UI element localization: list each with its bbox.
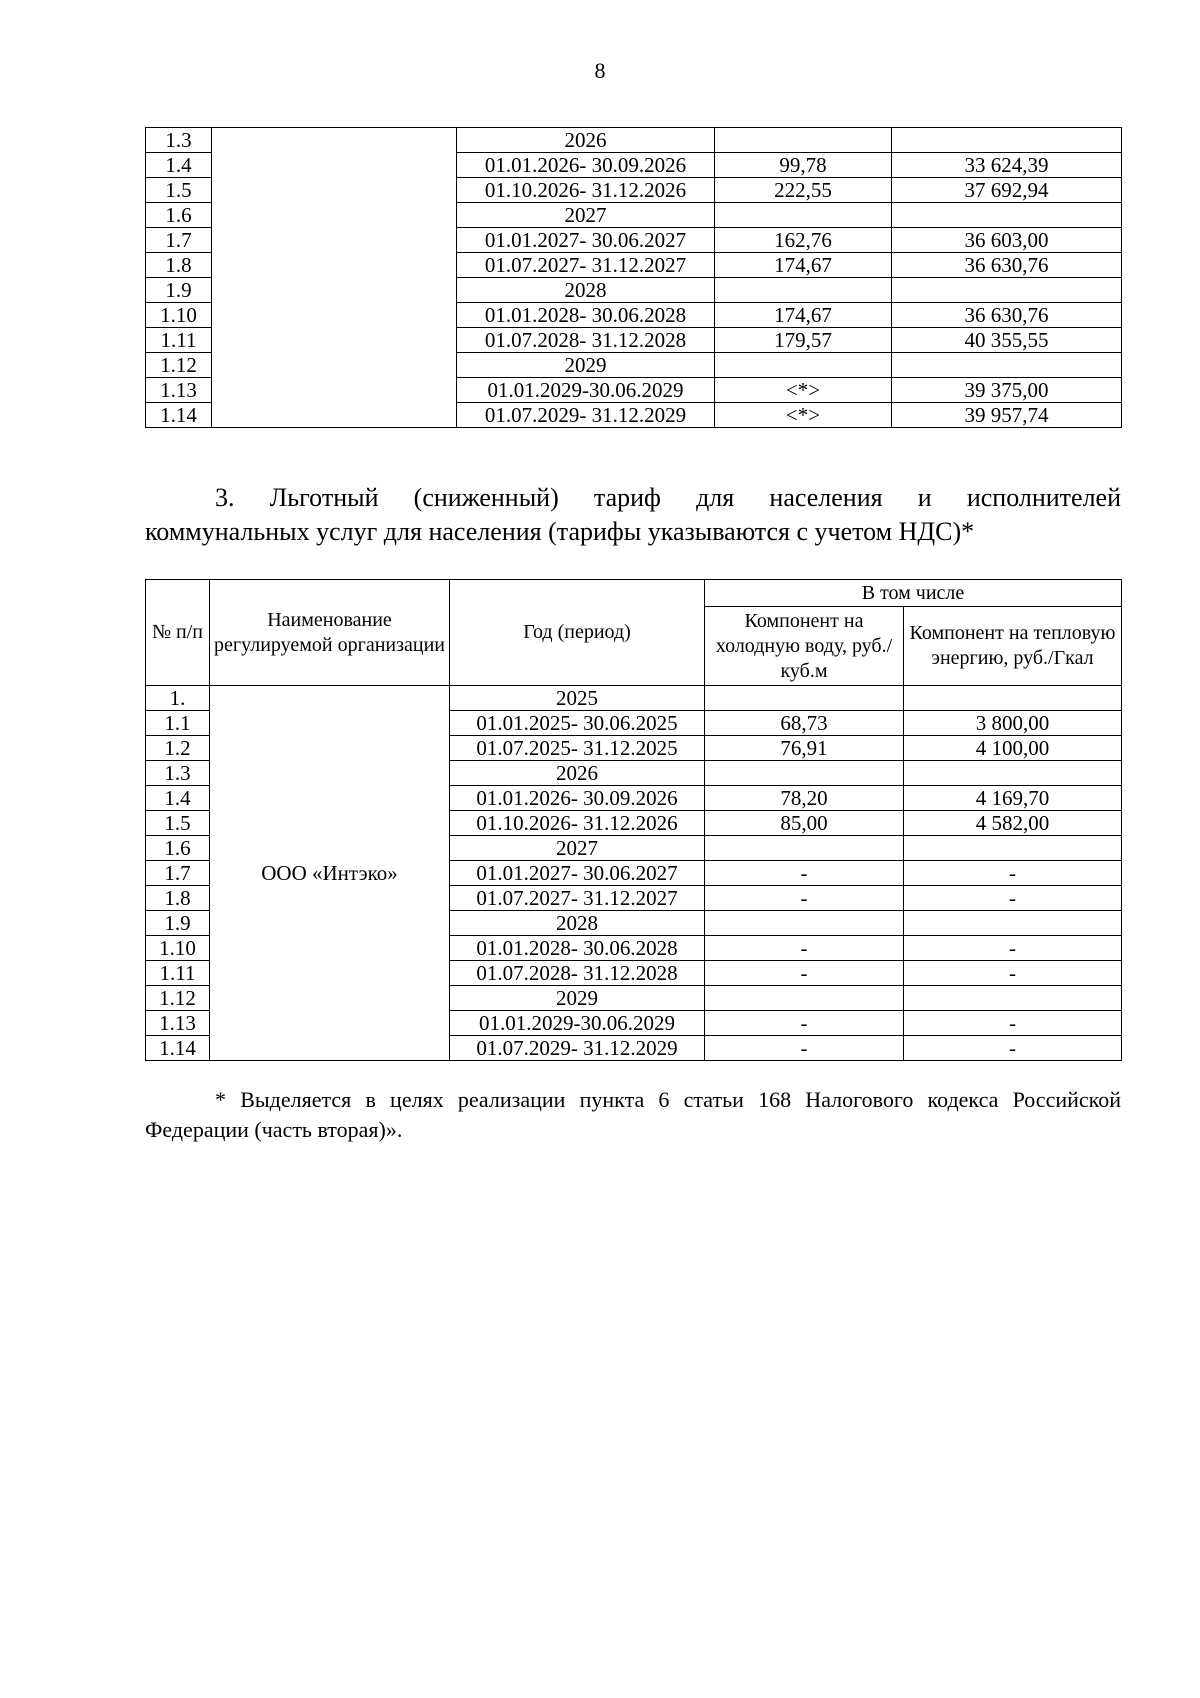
period-cell: 2029	[457, 353, 715, 378]
tariff-value-cell	[715, 203, 892, 228]
footnote-line2: Федерации (часть вторая)».	[145, 1117, 403, 1142]
row-number: 1.	[146, 686, 210, 711]
water-component-cell	[705, 761, 904, 786]
period-cell: 01.01.2027- 30.06.2027	[457, 228, 715, 253]
period-cell: 01.01.2029-30.06.2029	[450, 1011, 705, 1036]
row-number: 1.8	[146, 886, 210, 911]
period-cell: 01.01.2026- 30.09.2026	[450, 786, 705, 811]
row-number: 1.11	[146, 328, 212, 353]
tariff-table-continued	[145, 127, 1122, 428]
heat-component-cell	[904, 986, 1122, 1011]
water-component-cell: -	[705, 1011, 904, 1036]
row-number: 1.7	[146, 861, 210, 886]
footnote	[145, 1085, 1121, 1145]
header-water-component: Компонент на холодную воду, руб./куб.м	[705, 607, 904, 686]
header-heat-component: Компонент на тепловую энергию, руб./Гкал	[904, 607, 1122, 686]
row-number: 1.6	[146, 203, 212, 228]
period-cell: 2026	[450, 761, 705, 786]
tariff-value-cell	[715, 278, 892, 303]
period-cell: 01.10.2026- 31.12.2026	[457, 178, 715, 203]
period-cell: 2026	[457, 128, 715, 153]
water-component-cell: -	[705, 886, 904, 911]
tariff-value-cell: 179,57	[715, 328, 892, 353]
heat-component-cell	[904, 686, 1122, 711]
row-number: 1.14	[146, 1036, 210, 1061]
tariff-value-cell: 36 630,76	[892, 303, 1122, 328]
heat-component-cell	[904, 761, 1122, 786]
period-cell: 01.01.2028- 30.06.2028	[457, 303, 715, 328]
water-component-cell: 76,91	[705, 736, 904, 761]
period-cell: 01.01.2025- 30.06.2025	[450, 711, 705, 736]
period-cell: 01.01.2027- 30.06.2027	[450, 861, 705, 886]
tariff-value-cell: 222,55	[715, 178, 892, 203]
tariff-value-cell: 40 355,55	[892, 328, 1122, 353]
water-component-cell	[705, 686, 904, 711]
heat-component-cell: -	[904, 1036, 1122, 1061]
row-number: 1.3	[146, 128, 212, 153]
heat-component-cell: -	[904, 861, 1122, 886]
header-num: № п/п	[146, 580, 210, 686]
heat-component-cell: 3 800,00	[904, 711, 1122, 736]
period-cell: 01.10.2026- 31.12.2026	[450, 811, 705, 836]
row-number: 1.14	[146, 403, 212, 428]
water-component-cell	[705, 836, 904, 861]
heat-component-cell	[904, 836, 1122, 861]
row-number: 1.9	[146, 278, 212, 303]
preferential-tariff-table	[145, 579, 1122, 1061]
row-number: 1.12	[146, 986, 210, 1011]
period-cell: 01.01.2029-30.06.2029	[457, 378, 715, 403]
page-number: 8	[594, 58, 606, 83]
row-number: 1.4	[146, 786, 210, 811]
heat-component-cell: -	[904, 936, 1122, 961]
row-number: 1.4	[146, 153, 212, 178]
water-component-cell: -	[705, 861, 904, 886]
period-cell: 2029	[450, 986, 705, 1011]
section-3-heading	[145, 481, 1121, 549]
period-cell: 2028	[450, 911, 705, 936]
row-number: 1.13	[146, 378, 212, 403]
tariff-value-cell: 174,67	[715, 303, 892, 328]
heat-component-cell: 4 582,00	[904, 811, 1122, 836]
heat-component-cell: 4 100,00	[904, 736, 1122, 761]
period-cell: 01.07.2025- 31.12.2025	[450, 736, 705, 761]
water-component-cell: 68,73	[705, 711, 904, 736]
period-cell: 01.07.2027- 31.12.2027	[457, 253, 715, 278]
period-cell: 01.07.2027- 31.12.2027	[450, 886, 705, 911]
water-component-cell: -	[705, 936, 904, 961]
tariff-value-cell	[892, 353, 1122, 378]
row-number: 1.12	[146, 353, 212, 378]
footnote-line1: * Выделяется в целях реализации пункта 6 статьи 168 Налогового кодекса Российской	[215, 1087, 1121, 1112]
water-component-cell	[705, 986, 904, 1011]
tariff-value-cell: 37 692,94	[892, 178, 1122, 203]
section-3-heading-line1: 3. Льготный (сниженный) тариф для населения и исполнителей	[215, 483, 1121, 512]
heat-component-cell	[904, 911, 1122, 936]
period-cell: 01.07.2028- 31.12.2028	[457, 328, 715, 353]
heat-component-cell: -	[904, 961, 1122, 986]
row-number: 1.11	[146, 961, 210, 986]
period-cell: 01.01.2028- 30.06.2028	[450, 936, 705, 961]
water-component-cell: 78,20	[705, 786, 904, 811]
header-including: В том числе	[705, 580, 1122, 607]
row-number: 1.7	[146, 228, 212, 253]
table-row	[146, 686, 1122, 711]
tariff-value-cell	[715, 128, 892, 153]
row-number: 1.9	[146, 911, 210, 936]
tariff-value-cell: 39 957,74	[892, 403, 1122, 428]
tariff-value-cell: 162,76	[715, 228, 892, 253]
tariff-value-cell	[715, 353, 892, 378]
row-number: 1.1	[146, 711, 210, 736]
period-cell: 2027	[457, 203, 715, 228]
tariff-value-cell: <*>	[715, 403, 892, 428]
table-row	[146, 128, 1122, 153]
heat-component-cell: -	[904, 886, 1122, 911]
tariff-value-cell: 99,78	[715, 153, 892, 178]
heat-component-cell: -	[904, 1011, 1122, 1036]
period-cell: 2027	[450, 836, 705, 861]
water-component-cell: -	[705, 961, 904, 986]
period-cell: 2025	[450, 686, 705, 711]
row-number: 1.6	[146, 836, 210, 861]
row-number: 1.13	[146, 1011, 210, 1036]
tariff-value-cell: <*>	[715, 378, 892, 403]
row-number: 1.5	[146, 811, 210, 836]
tariff-value-cell	[892, 128, 1122, 153]
tariff-value-cell: 174,67	[715, 253, 892, 278]
period-cell: 01.07.2029- 31.12.2029	[450, 1036, 705, 1061]
row-number: 1.10	[146, 303, 212, 328]
organization-cell	[212, 128, 457, 428]
period-cell: 01.07.2028- 31.12.2028	[450, 961, 705, 986]
tariff-value-cell: 36 630,76	[892, 253, 1122, 278]
header-organization: Наименование регулируемой организации	[210, 580, 450, 686]
row-number: 1.3	[146, 761, 210, 786]
tariff-value-cell: 39 375,00	[892, 378, 1122, 403]
water-component-cell	[705, 911, 904, 936]
period-cell: 01.07.2029- 31.12.2029	[457, 403, 715, 428]
period-cell: 2028	[457, 278, 715, 303]
tariff-value-cell: 36 603,00	[892, 228, 1122, 253]
section-3-heading-line2: коммунальных услуг для населения (тарифы указываются с учетом НДС)*	[145, 517, 975, 546]
period-cell: 01.01.2026- 30.09.2026	[457, 153, 715, 178]
water-component-cell: 85,00	[705, 811, 904, 836]
tariff-value-cell	[892, 203, 1122, 228]
row-number: 1.8	[146, 253, 212, 278]
header-period: Год (период)	[450, 580, 705, 686]
row-number: 1.2	[146, 736, 210, 761]
heat-component-cell: 4 169,70	[904, 786, 1122, 811]
organization-name: ООО «Интэко»	[210, 686, 450, 1061]
tariff-value-cell: 33 624,39	[892, 153, 1122, 178]
water-component-cell: -	[705, 1036, 904, 1061]
row-number: 1.10	[146, 936, 210, 961]
tariff-value-cell	[892, 278, 1122, 303]
row-number: 1.5	[146, 178, 212, 203]
